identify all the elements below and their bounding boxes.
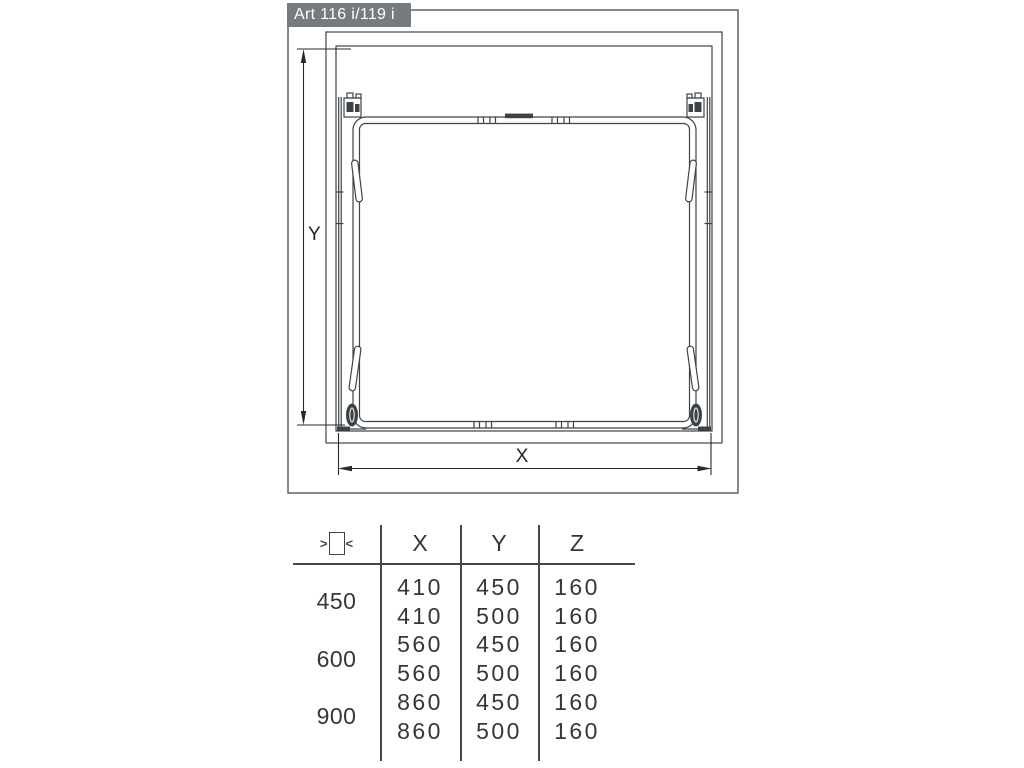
table-value-y: 450 [476,573,522,600]
left-rail [337,97,344,430]
table-value-y: 500 [476,660,522,687]
table-value-z: 160 [554,717,600,744]
table-value-x: 860 [397,689,443,716]
table-value-x: 560 [397,631,443,658]
table-value-z: 160 [554,631,600,658]
cabinet-box-glyph [329,532,345,555]
table-value-z: 160 [554,573,600,600]
column-header-x: X [412,530,428,556]
table-value-y: 450 [476,689,522,716]
frame-top-joints [478,114,570,124]
table-value-x: 560 [397,660,443,687]
table-value-x: 860 [397,717,443,744]
top-left-clip [344,93,361,117]
arrow-right-glyph: > [319,536,328,551]
x-dimension [338,433,712,475]
column-header-z: Z [569,530,585,556]
table-value-x: 410 [397,573,443,600]
cabinet-width-label: 450 [316,588,357,615]
frame-levers [349,160,700,391]
table-value-y: 500 [476,602,522,629]
top-right-clip [687,93,704,117]
dimension-table [293,523,635,763]
header-width-icon-cell [293,523,380,564]
arrow-left-glyph: < [345,536,354,551]
inner-cabinet-width-icon [320,532,353,555]
y-dimension [297,49,351,425]
article-title: Art 116 i/119 i [287,3,411,27]
table-value-z: 160 [554,660,600,687]
cabinet-width-label: 900 [316,703,357,730]
column-header-y: Y [491,530,507,556]
table-value-y: 500 [476,717,522,744]
table-value-y: 450 [476,631,522,658]
cabinet-width-label: 600 [316,645,357,672]
pullout-frame [353,114,696,428]
right-rail [705,97,713,430]
table-value-z: 160 [554,602,600,629]
table-value-x: 410 [397,602,443,629]
table-value-z: 160 [554,689,600,716]
cabinet-outline [326,32,722,443]
y-dimension-label: Y [308,224,321,245]
x-dimension-label: X [515,446,529,467]
